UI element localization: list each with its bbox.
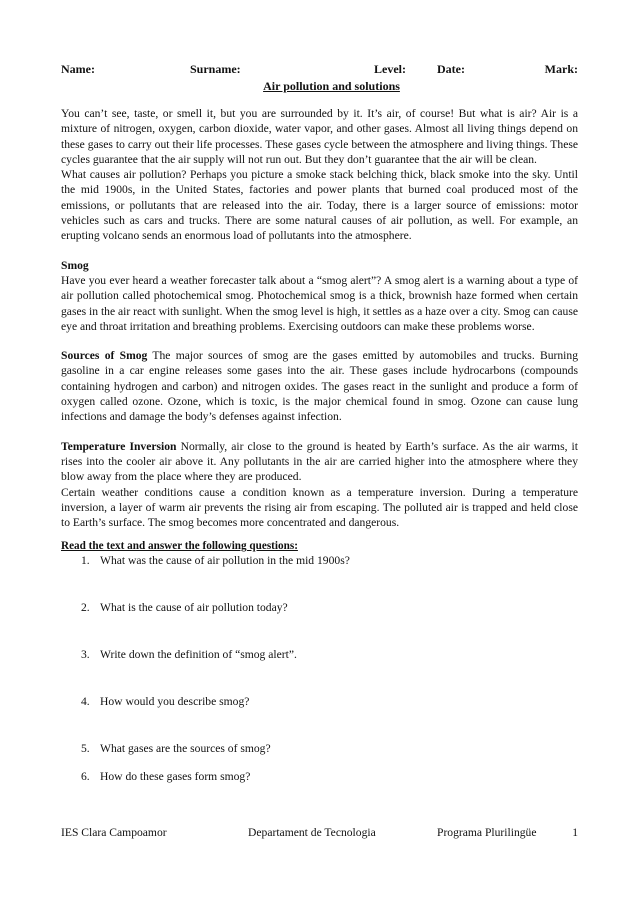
- page-number: 1: [572, 826, 578, 839]
- inversion-heading: Temperature Inversion: [61, 439, 177, 453]
- student-info-header: [61, 62, 578, 78]
- smog-heading: Smog: [61, 258, 89, 272]
- question-item: 3. Write down the definition of “smog alert”.: [81, 648, 297, 662]
- name-label: Name:: [61, 62, 95, 76]
- footer-school: IES Clara Campoamor: [61, 826, 167, 839]
- inversion-paragraph: [61, 439, 578, 485]
- intro-paragraph-2: What causes air pollution? Perhaps you picture a smoke stack belching thick, black smoke into the sky. Until the mid 1900s, in the United States, factories and power plants that burned coal produced most of the emissions, or pollutants that are released into the air. Today, there is a larger source of emissions: motor vehicles such as cars and trucks. There are some natural causes of air pollution, as well. For example, an erupting volcano sends an enormous load of pollutants into the atmosphere.: [61, 168, 578, 243]
- question-item: 4. How would you describe smog?: [81, 695, 250, 709]
- level-label: Level:: [374, 62, 406, 76]
- sources-text: The major sources of smog are the gases emitted by automobiles and trucks. Burning gasoline in a car engine releases some gases into the air. These gases include hydrocarbons (compounds containing hydrogen and carbon) and nitrogen oxides. The gases react in the sunlight and produce a form of oxygen called ozone. Ozone, which is toxic, is the major chemical found in smog. Ozone can cause lung infections and damage the body’s defenses against infection.: [61, 349, 578, 424]
- question-item: 1. What was the cause of air pollution in the mid 1900s?: [81, 554, 350, 568]
- inversion-paragraph-2: Certain weather conditions cause a condition known as a temperature inversion. During a temperature inversion, a layer of warm air prevents the rising air from escaping. The polluted air is trapped and held close to Earth’s surface. The smog becomes more concentrated and dangerous.: [61, 485, 578, 530]
- footer-program: Programa Plurilingüe: [437, 826, 537, 839]
- mark-label: Mark:: [544, 62, 578, 76]
- instructions-heading: Read the text and answer the following questions:: [61, 540, 298, 553]
- smog-paragraph: Have you ever heard a weather forecaster talk about a “smog alert”? A smog alert is a warning about a type of air pollution called photochemical smog. Photochemical smog is a thick, brownish haze formed when certain gases in the air react with sunlight. When the smog level is high, it settles as a haze over a city. Smog can cause eye and throat irritation and breathing problems. Exercising outdoors can make these problems worse.: [61, 273, 578, 333]
- footer-department: Departament de Tecnologia: [248, 826, 376, 839]
- worksheet-page: [61, 62, 578, 784]
- intro-paragraph-1: You can’t see, taste, or smell it, but you are surrounded by it. It’s air, of course! But what is air? Air is a mixture of nitrogen, oxygen, carbon dioxide, water vapor, and other gases. Almost all living things depend on these gases to carry out their life processes. These gases cycle between the atmosphere and living things. These cycles guarantee that the air supply will not run out. But they don’t guarantee that the air will be clean.: [61, 107, 578, 166]
- sources-paragraph: [61, 348, 578, 424]
- question-item: 2. What is the cause of air pollution today?: [81, 601, 288, 615]
- surname-label: Surname:: [190, 62, 241, 76]
- question-list: [61, 553, 578, 784]
- question-item: 6. How do these gases form smog?: [81, 770, 251, 784]
- sources-heading: Sources of Smog: [61, 349, 148, 363]
- page-title: Air pollution and solutions: [263, 79, 400, 93]
- inversion-text: Normally, air close to the ground is heated by Earth’s surface. As the air warms, it rises into the cooler air above it. Any pollutants in the air are carried higher into the atmosphere where they blow away from the place where they are produced.: [61, 439, 578, 484]
- page-footer: [61, 826, 578, 842]
- date-label: Date:: [437, 62, 465, 76]
- question-item: 5. What gases are the sources of smog?: [81, 742, 271, 756]
